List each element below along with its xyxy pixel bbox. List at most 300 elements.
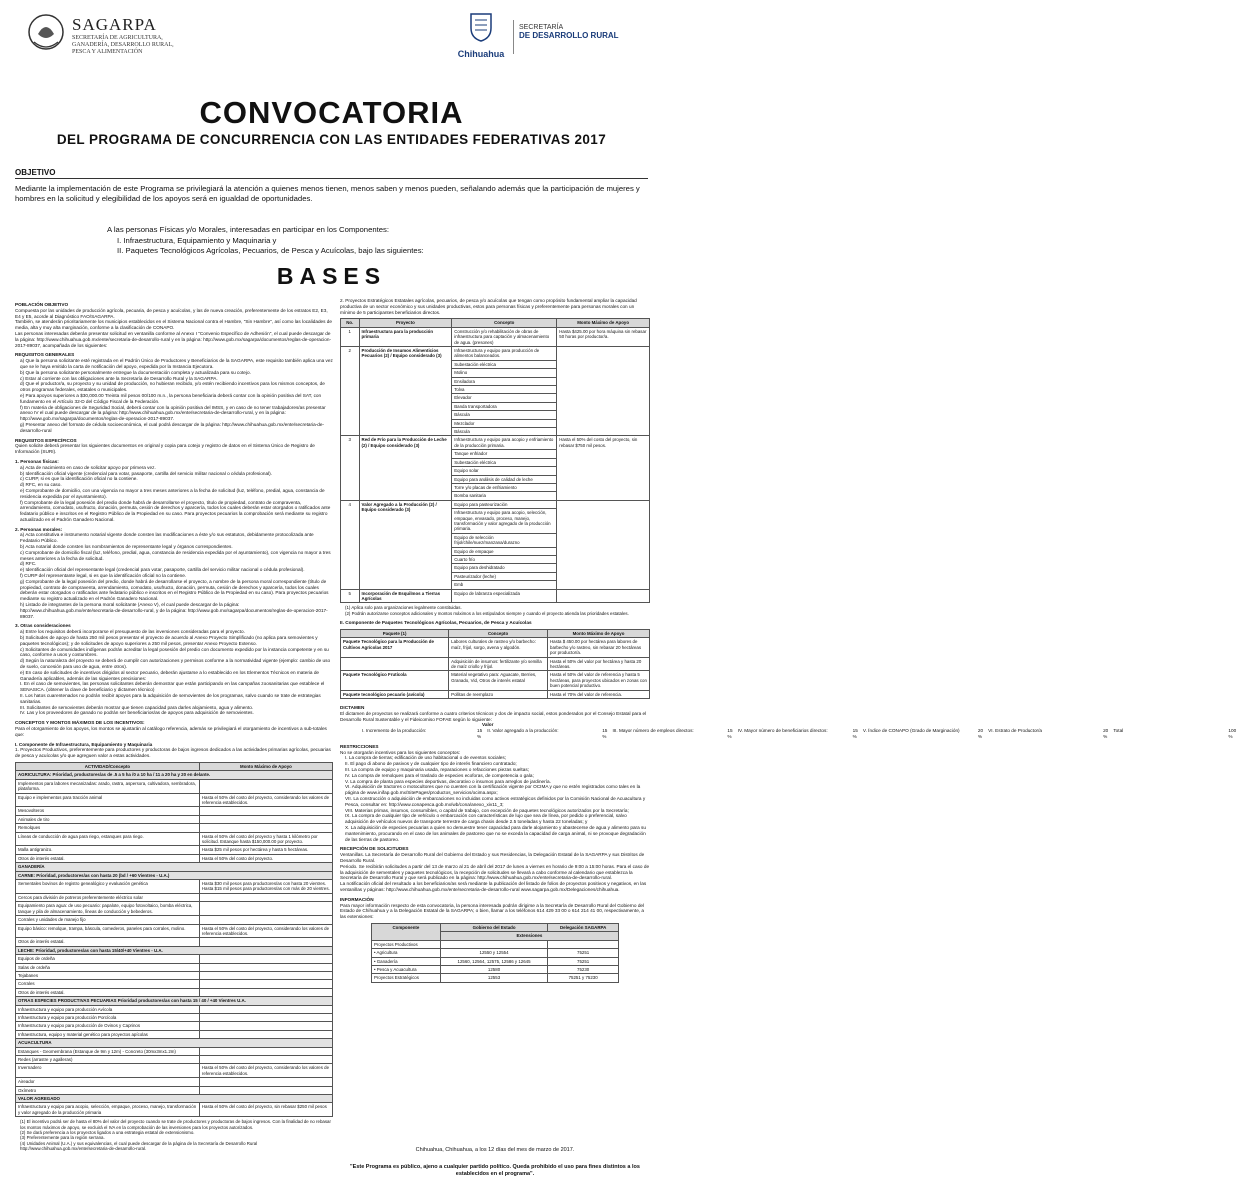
actividad-cell: Infraestructura, equipo y material genético para proyectos apícolas xyxy=(16,1030,200,1038)
restriccion-item: IV. La compra de remolques para el traslado de especies ecoforas, de competencia o gala; xyxy=(345,772,534,778)
concepto-cell: Labores culturales de rastreo y/o barbecho: maíz, frijol, sorgo, avena y algodón. xyxy=(449,638,548,657)
table-header: Gobierno del Estado xyxy=(440,923,548,931)
requisito-item: e) Para apoyos superiores a $30,000.00 Treinta mil pesos 00/100 m.n., la persona beneficiaria deberá contar con la opinión positiva del SAT, con fundamento en el Artículo 32-D del Código Fiscal de la Federación. xyxy=(20,392,322,404)
table-row xyxy=(341,327,650,346)
criterios-valor-header: Valor xyxy=(482,722,494,728)
concepto-cell: Pollitas de reemplazo xyxy=(449,690,548,698)
monto-cell xyxy=(199,807,332,815)
intro-item: I. Infraestructura, Equipamiento y Maquinaria y xyxy=(117,235,277,245)
criterio-label: II. Valor agregado a la producción: xyxy=(487,728,559,734)
footnote: (1) El incentivo podrá ser de hasta el 80% del valor del proyecto cuando se trate de productores y productoras de bajos ingresos. Con la finalidad de no rebasar los montos máximos de apoyo, se excluirá el IVA en la comprobación de las inversiones para los proyectos autorizados. xyxy=(20,1119,331,1130)
actividad-cell: Infraestructura y equipo para producción Avícola xyxy=(16,1005,200,1013)
table-row xyxy=(16,938,333,946)
fisicas-item: b) Identificación oficial vigente (credencial para votar, pasaporte, cartilla del servicio militar nacional o cédula profesional). xyxy=(20,470,272,476)
actividad-cell: Animales de tiro xyxy=(16,815,200,823)
table-row xyxy=(16,1030,333,1038)
table-row xyxy=(16,771,333,779)
actividad-cell: Otros de interés estatal. xyxy=(16,988,200,996)
recepcion-text: Ventanillas. La Secretaría de Desarrollo Rural del Gobierno del Estado y sus Residencias, la Delegación Estatal de la SAGARPA y sus Distritos de Desarrollo Rural. xyxy=(340,852,645,864)
monto-cell xyxy=(199,916,332,924)
table-row xyxy=(372,974,619,982)
delegacion-cell xyxy=(548,940,619,948)
concepto-cell: Equipo de labranza especializada xyxy=(452,589,557,603)
table-row xyxy=(16,924,333,938)
actividad-cell: Redes (arrastre y agalleras) xyxy=(16,1056,200,1064)
otras-item: II. Los hatos cuarentenados no podrán recibir apoyos para la adquisición de semovientes de los programas, salvo cuando se trate de estrategias sanitarias. xyxy=(20,693,321,704)
criterio-value: 100 % xyxy=(1228,728,1237,740)
table-row xyxy=(341,690,650,698)
table-row xyxy=(16,1022,333,1030)
table-header: Delegación SAGARPA xyxy=(548,923,619,931)
table-row xyxy=(341,657,650,671)
monto-cell xyxy=(557,589,650,603)
table-row xyxy=(16,863,333,871)
otras-item: I. En el caso de semovientes, las personas solicitantes deberán demostrar que están participando en las campañas zoosanitarias que establece el SENASICA. (obtener la clave de beneficiario y dictamen técnico) xyxy=(20,681,325,693)
table-row xyxy=(16,871,333,879)
table-row xyxy=(372,957,619,965)
criterio-item xyxy=(487,728,612,740)
gobierno-cell: 12550 y 12554 xyxy=(440,949,548,957)
requisitos-especificos-heading: REQUISITOS ESPECÍFICOS xyxy=(15,437,77,443)
criterio-item xyxy=(988,728,1113,740)
table-row xyxy=(16,1103,333,1117)
chihuahua-shield-icon xyxy=(468,12,494,42)
requisito-item: d) Que el productor/a, su proyecto y su unidad de producción, no hubieran recibido, y/o estén recibiendo incentivos para los mismos conceptos, de otros programas federales, estatales o municipales. xyxy=(20,381,325,393)
footnote: (4) Unidades Animal (U.A.) y sus equivalencias, el cual puede descargar de la página de la Secretaría de Desarrollo Rural http://www.chihuahua.gob.mx/ente/secretaria-de-desarrollo-rural. xyxy=(20,1140,258,1152)
conceptos-heading: CONCEPTOS Y MONTOS MÁXIMOS DE LOS INCENTIVOS: xyxy=(15,720,145,726)
delegacion-cell: 75251 y 75230 xyxy=(548,974,619,982)
table-row xyxy=(341,638,650,657)
monto-cell: Hasta $25 mil pesos por hectárea y hasta 5 hectáreas. xyxy=(199,846,332,854)
restriccion-item: II. El pago di abono de pasivos y de cualquier tipo de interés financiero contratado; xyxy=(345,761,517,767)
concepto-cell: Infraestructura y equipo para producción de alimentos balanceados. xyxy=(452,347,557,361)
chihuahua-logo xyxy=(452,12,510,59)
fisicas-item: c) CURP, si es que la identificación oficial no la contiene. xyxy=(20,476,138,482)
actividad-cell: Mesovolteros xyxy=(16,807,200,815)
table-row xyxy=(341,436,650,450)
actividad-cell: Malla antigranizo. xyxy=(16,846,200,854)
delegacion-cell: 75251 xyxy=(548,949,619,957)
table-row xyxy=(16,824,333,832)
componente-cell: Proyectos Productivos xyxy=(372,940,441,948)
actividad-cell: Infraestructura y equipo para acopio, selección, empaque, proceso, manejo, transformación y valor agregado de la producción primaria xyxy=(16,1103,200,1117)
concepto-cell: Equipo para análisis de calidad de leche xyxy=(452,475,557,483)
table-row xyxy=(16,916,333,924)
intro xyxy=(107,225,567,257)
paquetes-table xyxy=(340,629,650,699)
table-row xyxy=(372,949,619,957)
otras-list xyxy=(15,629,333,716)
otras-item: d) Según la naturaleza del proyecto se deberá de cumplir con autorizaciones y permisos conforme a la normatividad vigente (ejemplo: cambio de uso de suelo, concesión para uso de agua, entre otros). xyxy=(20,658,331,670)
monto-cell xyxy=(199,988,332,996)
concepto-cell: Subestación eléctrica xyxy=(452,360,557,368)
recepcion-text: La notificación oficial del resultado a los beneficiarios/as será mediante la publicación del listado de folios de proyectos positivos y negativos, en las ventanillas y páginas: http://www.chihuahua.gob.mx/ente/secretaria-de-desarrollo-rural www.sagarpa.gob.mx/Delegaciones/chihuahua. xyxy=(340,881,647,892)
monto-cell: Hasta el 50% del costo del proyecto, considerando los valores de referencia establecidos. xyxy=(199,793,332,807)
chihuahua-name: Chihuahua xyxy=(457,49,505,59)
otras-item: c) Solicitantes de comunidades indígenas podrán acreditar la legal posesión del predio con documento expedido por la instancia competente y en su caso, conforme a usos y costumbres. xyxy=(20,646,329,658)
page-subtitle: DEL PROGRAMA DE CONCURRENCIA CON LAS ENTIDADES FEDERATIVAS 2017 xyxy=(56,132,607,147)
paquete-cell: Paquete tecnológico pecuario (avícola) xyxy=(341,690,449,698)
recepcion-text: Periodo. Se recibirán solicitudes a partir del 13 de marzo al 21 de abril del 2017 de lunes a viernes en horario de 9:00 a 15:00 horas. Para el caso de la adquisición de sementales y paquetes tecnológicos, la recepción de solicitudes se llevará a cabo conforme al calendario que establezca la Secretaría de Desarrollo Rural y que será publicado en la página: http://www.chihuahua.gob.mx/ente/secretaria-de-desarrollo-rural. xyxy=(340,863,650,881)
monto-cell xyxy=(199,1086,332,1094)
criterio-value: 15 % xyxy=(727,728,733,740)
morales-item: a) Acta constitutiva e instrumento notarial vigente donde consten las modificaciones a éste y/o sus estatutos, debidamente protocolizada ante Fedatario Público. xyxy=(20,532,314,544)
requisito-item: c) Estar al corriente con las obligaciones ante la Secretaría de Desarrollo Rural y la SAGARPA. xyxy=(20,375,218,381)
informacion-heading: INFORMACIÓN xyxy=(340,896,374,902)
otras-item: IV. Las y los proveedores de ganado no podrán ser beneficiarios/as de apoyos para adquisición de semovientes. xyxy=(20,710,254,716)
table-header: Concepto xyxy=(452,319,557,327)
gobierno-cell: 12553 xyxy=(440,974,548,982)
criterio-value: 20 % xyxy=(977,728,984,740)
monto-cell xyxy=(199,1013,332,1021)
concepto-cell: Equipo solar xyxy=(452,467,557,475)
criterio-value: 20 % xyxy=(1103,728,1109,740)
poblacion-text: Compuesta por las unidades de producción agrícola, pecuaria, de pesca y acuícolas, y las de nueva creación, preferentemente de los estratos E2, E3, E4 y E5, acorde al Diagnóstico FAO/SAGARPA. xyxy=(15,307,328,319)
actividades-notes xyxy=(15,1119,333,1151)
criterio-value: 15 % xyxy=(852,728,858,740)
restricciones-list xyxy=(340,755,650,842)
table-row xyxy=(16,988,333,996)
monto-cell xyxy=(199,902,332,916)
otras-heading: 3. Otras consideraciones xyxy=(15,623,71,629)
footnote: (3) Preferentemente para la región serrana. xyxy=(20,1135,105,1141)
table-row xyxy=(16,946,333,954)
proyecto-cell: Incorporación de Esquilmos a Tierras Agrícolas xyxy=(359,589,452,603)
table-subheader: Extensiones xyxy=(440,932,618,940)
table-row xyxy=(16,1056,333,1064)
fisicas-list xyxy=(15,465,333,523)
table-header: Monto Máximo de Apoyo xyxy=(199,762,332,770)
criterio-value: 15 % xyxy=(602,728,608,740)
actividades-table xyxy=(15,762,333,1117)
actividad-cell: ACUACULTURA xyxy=(16,1039,333,1047)
table-row xyxy=(16,793,333,807)
right-column xyxy=(340,298,1237,983)
actividad-cell: AGRICULTURA: Prioridad, productores/as de .5 a 5 ha /0 a 10 ha / 11 a 20 ha y 20 en delante. xyxy=(16,771,333,779)
table-row xyxy=(372,940,619,948)
monto-cell xyxy=(199,955,332,963)
fisicas-heading: 1. Personas físicas: xyxy=(15,458,59,464)
actividad-cell: OTRAS ESPECIES PRODUCTIVAS PECUARIAS Prioridad productores/as con hasta 15 / 40 / +40 Vientres U.A. xyxy=(16,997,333,1005)
concepto-cell: Material vegetativo para: Aguacate, Berries, Granado, Vid, Otros de interés estatal xyxy=(449,671,548,690)
monto-cell xyxy=(199,1056,332,1064)
table-row xyxy=(16,1078,333,1086)
table-row xyxy=(16,980,333,988)
monto-cell: Hasta el 50% del costo del proyecto, sin rebasar $250 mil pesos xyxy=(199,1103,332,1117)
concepto-cell: Bomba sanitaria xyxy=(452,492,557,500)
concepto-cell: Pasteurizador (leche) xyxy=(452,572,557,580)
table-header: Proyecto xyxy=(359,319,452,327)
actividad-cell: Estanques - Geomembrana (Estanque de 9m y 12m) - Concreto (30mx3mx1.2m) xyxy=(16,1047,200,1055)
left-column xyxy=(15,298,333,1152)
restriccion-item: IX. La compra de cualquier tipo de vehículo o embarcación con características de lujo que sea de línea, por pedido o preferencial, salvo adquisición de vehículos nuevos de transporte terrestre de carga chasis desde 2.5 toneladas y hasta 22 toneladas; y xyxy=(345,813,627,825)
monto-cell: Hasta el 50% del costo del proyecto, sin rebasar $750 mil pesos. xyxy=(557,436,650,500)
componente2-heading: II. Componente de Paquetes Tecnológicos Agrícolas, Pecuarios, de Pesca y Acuícolas xyxy=(340,620,532,626)
table-header: Componente xyxy=(372,923,441,940)
mexico-coat-of-arms-icon xyxy=(26,12,66,56)
objetivo-text: Mediante la implementación de este Programa se privilegiará la atención a quienes menos tienen, menos saben y menos pueden, señalando además que la participación de mujeres y hombres en la solicitud y elegibilidad de los apoyos será en igualdad de oportunidades. xyxy=(15,184,640,203)
monto-cell xyxy=(199,815,332,823)
criterio-label: V. Índice de CONAPO (Grado de Marginación) xyxy=(862,728,960,734)
actividad-cell: CARNE: Prioridad, productores/as con hasta 20 (bd / +60 Vientres - U.A.) xyxy=(16,871,333,879)
sagarpa-name: SAGARPA xyxy=(72,15,157,34)
table-row xyxy=(16,971,333,979)
table-row xyxy=(16,893,333,901)
restriccion-item: I. La compra de tierras; edificación de uso habitacional o de eventos sociales; xyxy=(345,755,507,761)
criterio-label: Total xyxy=(1113,728,1124,734)
componente1-text: 1. Proyectos Productivos, preferentemente para productores y productoras de bajos ingresos dedicados a las actividades primarias agrícolas, pecuarias de pesca y acuícolas y/o que agreguen valor a estas actividades. xyxy=(15,747,331,759)
intro-item: II. Paquetes Tecnológicos Agrícolas, Pecuarios, de Pesca y Acuícolas, bajo las siguientes: xyxy=(117,246,424,255)
monto-cell: Hasta el 50% del valor de referencia y hasta 5 hectáreas, para proyectos ubicados en zonas con buen potencial productivo. xyxy=(548,671,650,690)
recepcion-heading: RECEPCIÓN DE SOLICITUDES xyxy=(340,846,409,852)
estrategicos-text: 2. Proyectos Estratégicos Estatales agrícolas, pecuarios, de pesca y/o acuícolas que tengan como propósito fundamental ampliar la capacidad productiva de un sector económico y sus unidades productivas, estos para personas físicas y preferentemente para personas morales con un mínimo de 5 participantes beneficiarios directos. xyxy=(340,298,637,315)
table-header: Monto Máximo de Apoyo xyxy=(548,630,650,638)
actividad-cell: Líneas de conducción de agua para riego, estanques para riego. xyxy=(16,832,200,846)
dictamen-text: El dictamen de proyectos se realizará conforme a cuatro criterios técnicos y dos de impacto social, estos ponderados por el Consejo Estatal para el Desarrollo Rural Sustentable y el Fideicomiso FOFAE según lo siguiente: xyxy=(340,710,647,722)
sdr-line2: DE DESARROLLO RURAL xyxy=(519,31,619,40)
actividad-cell: Oxímetro xyxy=(16,1086,200,1094)
actividad-cell: Cercos para división de potreros preferentemente eléctrico solar xyxy=(16,893,200,901)
objetivo-heading: OBJETIVO xyxy=(15,168,56,177)
concepto-cell: Equipo para deshidratado xyxy=(452,564,557,572)
criterio-value: 15 % xyxy=(476,728,483,740)
monto-cell: Hasta $30 mil pesos para productores/as con hasta 20 vientres. Hasta $15 mil pesos para productores/as con más de 20 vientres. xyxy=(199,880,332,894)
table-row xyxy=(16,815,333,823)
delegacion-cell: 75230 xyxy=(548,966,619,974)
morales-heading: 2. Personas morales: xyxy=(15,526,63,532)
intro-line: A las personas Físicas y/o Morales, interesadas en participar en los Componentes: xyxy=(107,225,390,234)
no-cell: 4 xyxy=(341,500,360,589)
table-row xyxy=(16,854,333,862)
componente-cell: Proyectos Estratégicos xyxy=(372,974,441,982)
table-row xyxy=(341,500,650,508)
no-cell: 3 xyxy=(341,436,360,500)
monto-cell: Hasta el 50% del costo del proyecto, considerando los valores de referencia establecidos. xyxy=(199,1064,332,1078)
actividad-cell: Remolques xyxy=(16,824,200,832)
concepto-cell: Banda transportadora xyxy=(452,402,557,410)
monto-cell xyxy=(199,893,332,901)
table-header: Concepto xyxy=(449,630,548,638)
actividad-cell: Corrales y unidades de manejo fijo xyxy=(16,916,200,924)
requisito-item: g) Presentar anexo del formato de cédula socioeconómica, el cual podrá descargar de la página: http://www.chihuahua.gob.mx/ente/secretaria-de-desarrollo-rural xyxy=(20,421,325,433)
concepto-cell: Cuarto frío xyxy=(452,555,557,563)
criterio-label: IV. Mayor número de beneficiarios directos: xyxy=(737,728,828,734)
fisicas-item: f) Comprobante de la legal posesión del predio donde habrá de desarrollarse el proyecto, título de propiedad, contrato de compraventa, arrendamiento, comodato, usufructo, donación, permuta, cesión de derechos y aparcería, todos los cuales deberán estar otorgados o ratificados ante fedatario público e inscritos en el Registro Público de la Propiedad en su caso. Para proyectos pecuarios la comprobación será mediante su registro actualizado en el Padrón Ganadero Nacional. xyxy=(20,499,331,522)
monto-cell: Hasta el 50% del valor por hectárea y hasta 20 hectáreas. xyxy=(548,657,650,671)
concepto-cell: Elevador xyxy=(452,394,557,402)
table-row xyxy=(16,955,333,963)
concepto-cell: Subestación eléctrica xyxy=(452,458,557,466)
gobierno-cell: 12580 xyxy=(440,966,548,974)
informacion-text: Para mayor información respecto de esta convocatoria, la persona interesada podrán dirigirse a la Secretaría de Desarrollo Rural del Gobierno del Estado de Chihuahua y a la Delegación Estatal de la SAGARPA; o bien, llamar a los teléfonos 614 429 33 00 o 614 214 41 00, respectivamente, a las extensiones: xyxy=(340,902,645,920)
monto-cell xyxy=(199,779,332,793)
monto-cell: Hasta el 70% del valor de referencia. xyxy=(548,690,650,698)
restricciones-heading: RESTRICCIONES xyxy=(340,743,379,749)
table-row xyxy=(16,997,333,1005)
table-row xyxy=(16,1064,333,1078)
criterio-item xyxy=(612,728,737,740)
no-cell: 1 xyxy=(341,327,360,346)
actividad-cell: Infraestructura y equipo para producción de Ovinos y Caprinos xyxy=(16,1022,200,1030)
concepto-cell: Tanque enfriador xyxy=(452,450,557,458)
sagarpa-line: GANADERÍA, DESARROLLO RURAL, xyxy=(72,42,174,48)
table-row xyxy=(341,671,650,690)
fisicas-item: a) Acta de nacimiento en caso de solicitar apoyo por primera vez. xyxy=(20,464,156,470)
actividad-cell: Infraestructura y equipo para producción Porcícola xyxy=(16,1013,200,1021)
table-header: No. xyxy=(341,319,360,327)
monto-cell xyxy=(199,1022,332,1030)
restriccion-item: V. La compra de planta para especies deportivas, decorativo o insumos para arreglos de jardinería. xyxy=(345,778,551,784)
actividad-cell: Aireador xyxy=(16,1078,200,1086)
monto-cell: Hasta el 50% del costo del proyecto y hasta 1 kilómetro por solicitud. Estanque hasta $150,000.00 por proyecto. xyxy=(199,832,332,846)
table-row xyxy=(341,347,650,361)
table-row xyxy=(16,963,333,971)
sdr-line1: SECRETARÍA xyxy=(519,24,564,31)
requisito-item: a) Que la persona solicitante esté registrada en el Padrón Único de Productores y Beneficiarios de la SAGARPA, este requisito también aplica una vez que se le haya emitido la carta de notificación del apoyo, expedida por la Instancia Ejecutora. xyxy=(20,358,333,369)
concepto-cell: Torre y/o placas de enfriamiento xyxy=(452,483,557,491)
signature-line: Chihuahua, Chihuahua, a los 12 días del mes de marzo de 2017. xyxy=(415,1147,575,1153)
estrategicos-notes xyxy=(340,605,650,616)
monto-cell: Hasta el 50% del costo del proyecto. xyxy=(199,854,332,862)
gobierno-cell xyxy=(440,940,548,948)
morales-item: h) Listado de integrantes de la persona moral solicitante (Anexo V), el cual puede descargar de la página: http://www.chihuahua.gob.mx/ente/secretaria-de-desarrollo-rural, y de la página: http://www.gob.mx/sagarpa/documentos/reglas-de-operacion-2017-89037. xyxy=(20,602,328,619)
monto-cell xyxy=(199,963,332,971)
table-row xyxy=(16,1095,333,1103)
estrategicos-table xyxy=(340,318,650,603)
requisito-item: b) Que la persona solicitante personalmente entregue la documentación completa y actualizada para su cotejo. xyxy=(20,369,251,375)
actividad-cell: Otros de interés estatal. xyxy=(16,938,200,946)
concepto-cell: Tolva xyxy=(452,386,557,394)
concepto-cell: Equipo para pasteurización xyxy=(452,500,557,508)
componente1-heading: I. Componente de Infraestructura, Equipamiento y Maquinaria xyxy=(15,741,153,747)
requisitos-heading: REQUISITOS GENERALES xyxy=(15,352,75,358)
sdr-logo xyxy=(519,24,649,40)
page-title: CONVOCATORIA xyxy=(199,95,464,130)
concepto-cell: Construcción y/o rehabilitación de obras de infraestructura para captación y almacenamiento de agua. (presones) xyxy=(452,327,557,346)
monto-cell: Hasta el 50% del costo del proyecto, considerando los valores de referencia establecidos. xyxy=(199,924,332,938)
sagarpa-line: PESCA Y ALIMENTACIÓN xyxy=(72,49,143,55)
header-divider xyxy=(513,20,514,54)
page-header xyxy=(0,0,663,80)
table-row xyxy=(341,589,650,603)
concepto-cell: Emb xyxy=(452,581,557,589)
poblacion-text: También, se atenderán prioritariamente los municipios establecidos en el Sistema Nacional contra el Hambre, "Sin Hambre", así como las localidades de media, alta y muy alta marginación, conforme a la clasificación de CONAPO. xyxy=(15,319,333,331)
actividad-cell: Equipo básico: remolque, trampa, báscula, comederos, paneles para corrales, molino. xyxy=(16,924,200,938)
table-row xyxy=(16,1086,333,1094)
table-header: Paquete (1) xyxy=(341,630,449,638)
restriccion-item: VIII. Materias primas, insumos, consumibles, o capital de trabajo, con excepción de paquetes tecnológicos autorizados por la Secretaría; xyxy=(345,807,629,813)
monto-cell xyxy=(199,971,332,979)
componente-cell: • Pesca y Acuacultura xyxy=(372,966,441,974)
table-row xyxy=(16,779,333,793)
criterio-item xyxy=(738,728,863,740)
footnote: (2) Podrán autorizarse conceptos adicionales y montos máximos a los estipulados siempre y cuando el proyecto atienda las prioridades estatales. xyxy=(345,610,629,616)
morales-list xyxy=(15,532,333,619)
disclaimer: "Este Programa es público, ajeno a cualquier partido político. Queda prohibido el uso para fines distintos a los establecidos en el programa". xyxy=(350,1164,640,1177)
concepto-cell: Adquisición de insumos: fertilizante y/o semilla de maíz criollo y frijol. xyxy=(449,657,548,671)
fisicas-item: d) RFC, en su caso. xyxy=(20,482,62,488)
sagarpa-logo xyxy=(72,15,192,56)
actividad-cell: GANADERÍA xyxy=(16,863,333,871)
morales-item: c) Comprobante de domicilio fiscal (luz, teléfono, predial, agua, constancia de residencia expedida por el ayuntamiento), con vigencia no mayor a tres meses anteriores a la fecha de solicitud. xyxy=(20,549,331,561)
paquete-cell: Paquete Tecnológico Frutícola xyxy=(341,671,449,690)
concepto-cell: Báscula xyxy=(452,411,557,419)
monto-cell xyxy=(199,1047,332,1055)
conceptos-text: Para el otorgamiento de los apoyos, los montos se ajustarán al catálogo referencia, además se privilegiará el otorgamiento de incentivos a sub-totales que: xyxy=(15,725,327,737)
actividad-cell: Invernadero xyxy=(16,1064,200,1078)
concepto-cell: Equipo de selección frijol/chile/nuez/manzana/durazno xyxy=(452,533,557,547)
monto-cell xyxy=(199,1030,332,1038)
actividad-cell: Tejabanes xyxy=(16,971,200,979)
actividad-cell: Implementos para labores mecanizadas: arado, rastra, aspersora, cultivadora, sembradora, plataforma. xyxy=(16,779,200,793)
footnote: (1) Aplica solo para organizaciones legalmente constituidas. xyxy=(345,605,462,611)
monto-cell xyxy=(557,347,650,436)
otras-item: b) Solicitudes de apoyo de hasta 250 mil pesos presentar el proyecto de acuerdo al Anexo Proyecto Simplificado (no aplica para semovientes y paquetes tecnológicos); y de solicitudes de apoyo superiores a 250 mil pesos, presentar Anexo Proyecto Extenso. xyxy=(20,635,318,646)
restriccion-item: VI. Adquisición de tractores o motocultores que no cuenten con la certificación vigente por OCIMA y que no estén registrados como tales en la página de www.inifap.gob.mx/SitePages/productos_servicios/ocima.aspx; xyxy=(345,784,641,796)
restriccion-item: X. La adquisición de especies pecuarias a quien no demuestre tener capacidad para darle alojamiento y abastecerse de agua y alimento para su mantenimiento, procurando en el caso de los animales de pastoreo que no se exceda la capacidad de carga animal, ni se provoque degradación de las tierras de pastoreo. xyxy=(345,825,646,842)
extensiones-table xyxy=(371,923,619,983)
monto-cell xyxy=(199,980,332,988)
sagarpa-line: SECRETARÍA DE AGRICULTURA, xyxy=(72,35,163,41)
actividad-cell: Corrales xyxy=(16,980,200,988)
otras-item: a) Entre los requisitos deberá incorporarse el presupuesto de las inversiones consideradas para el proyecto. xyxy=(20,629,245,635)
concepto-cell: Ensiladora xyxy=(452,377,557,385)
monto-cell xyxy=(199,824,332,832)
restriccion-item: VII. La construcción o adquisición de embarcaciones no incluidas como activos estratégicos definidos por la Comisión Nacional de Acuacultura y Pesca, consultar en: http://www.conapesca.gob.mx/wb/cona/anexo_xiv11_3; xyxy=(345,796,646,807)
table-row xyxy=(16,902,333,916)
paquete-cell: Paquete Tecnológico para la Producción de Cultivos Agrícolas 2017 xyxy=(341,638,449,657)
paquete-cell xyxy=(341,657,449,671)
morales-item: b) Acta notarial donde consten los nombramientos de representante legal y órganos correspondientes. xyxy=(20,544,233,550)
proyecto-cell: Valor Agregado a la Producción (2) / Equipo considerado (3) xyxy=(359,500,452,589)
objetivo-rule xyxy=(15,178,648,179)
componente-cell: • Ganadería xyxy=(372,957,441,965)
actividad-cell: Otros de interés estatal. xyxy=(16,854,200,862)
criterio-item xyxy=(362,728,487,740)
otras-item: e) En caso de solicitudes de incentivos dirigidos al sector pecuario, deberán ajustarse a lo establecido en los Elementos Técnicos en materia de Ganadería aplicables, además de las siguientes precisiones: xyxy=(20,669,320,681)
proyecto-cell: Red de Frío para la Producción de Leche (2) / Equipo considerado (3) xyxy=(359,436,452,500)
proyecto-cell: Producción de Insumos Alimenticios Pecuarios (2) / Equipo considerado (3) xyxy=(359,347,452,436)
no-cell: 5 xyxy=(341,589,360,603)
actividad-cell: Salas de ordeña xyxy=(16,963,200,971)
concepto-cell: Molino xyxy=(452,369,557,377)
concepto-cell: Infraestructura y equipo para acopio, selección, empaque, envasado, proceso, manejo, transformación y valor agregado de la producción primaria. xyxy=(452,509,557,534)
componente-cell: • Agricultura xyxy=(372,949,441,957)
delegacion-cell: 75251 xyxy=(548,957,619,965)
requisitos-list xyxy=(15,358,333,433)
table-row xyxy=(16,1047,333,1055)
actividad-cell: Sementales bovinos de registro genealógico y evaluación genética xyxy=(16,880,200,894)
requisito-item: f) En materia de obligaciones de Seguridad Social, deberá contar con la opinión positiva del IMSS, y en caso de no tener trabajadores/as presentar anexo IV el cual puede descargar de la página: http://www.chihuahua.gob.mx/ente/secretaria-de-desarrollo-rural, y en la página: http://www.gob.mx/sagarpa/documentos/reglas-de-operacion-2017-89037. xyxy=(20,404,326,422)
table-row xyxy=(16,846,333,854)
actividad-cell: VALOR AGREGADO xyxy=(16,1095,333,1103)
restriccion-item: III. La compra de equipo y maquinaria usada, reparaciones o refacciones piezas sueltas; xyxy=(345,767,529,773)
morales-item: g) Comprobante de la legal posesión del predio, donde habrá de desarrollarse el proyecto, a nombre de la persona moral correspondiente (título de propiedad, contrato de compraventa, arrendamiento, comodato, usufructo, donación, permuta, cesión de derechos y aparcería, todos los cuales deberán estar otorgados o ratificados ante fedatario público e inscritos en el Registro Público de la Propiedad en su caso). Para proyectos pecuarios mediante su registro actualizado en el Padrón Ganadero Nacional. xyxy=(20,578,329,602)
table-row xyxy=(16,807,333,815)
table-header: ACTIVIDAD/Concepto xyxy=(16,762,200,770)
criterio-item xyxy=(1113,728,1241,740)
gobierno-cell: 12560, 12564, 12575, 12586 y 12645 xyxy=(440,957,548,965)
monto-cell xyxy=(557,500,650,589)
concepto-cell: Mezclador xyxy=(452,419,557,427)
table-row xyxy=(372,966,619,974)
monto-cell xyxy=(199,938,332,946)
concepto-cell: Infraestructura y equipo para acopio y enfriamiento de la producción primaria. xyxy=(452,436,557,450)
monto-cell xyxy=(199,1005,332,1013)
poblacion-heading: POBLACIÓN OBJETIVO xyxy=(15,302,69,307)
table-row xyxy=(16,1039,333,1047)
morales-item: d) RFC. xyxy=(20,561,37,567)
